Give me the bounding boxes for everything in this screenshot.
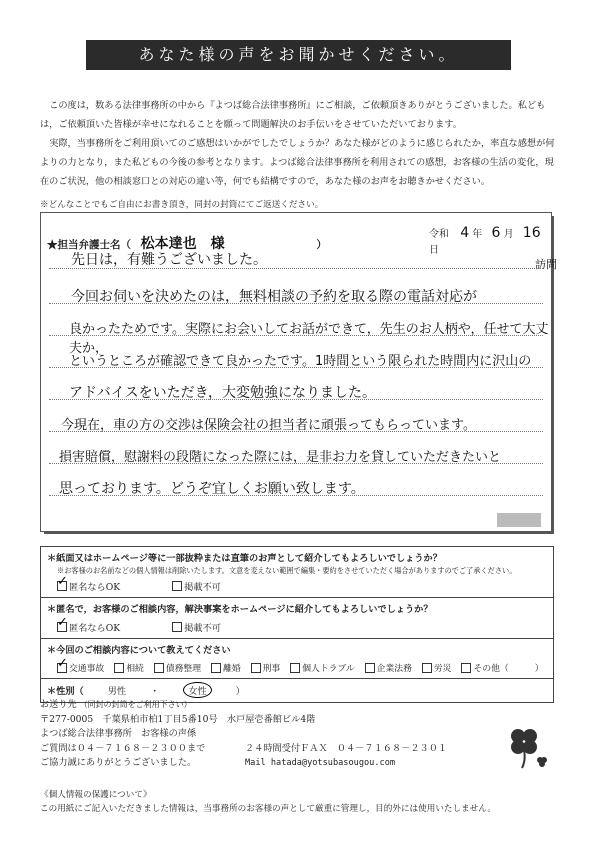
instruction-note: ※どんなことでもご自由にお書き頂き，同封の封筒にてご返送ください。 — [40, 200, 324, 210]
q1-text: ＊紙面又はホームページ等に一部抜粋または直筆のお声として紹介してもよろしいでしょうか？ — [47, 553, 442, 564]
date-day-label: 日 — [429, 245, 439, 256]
privacy-body: この用紙にご記入いただきました情報は，当事務所のお客様の声として厳重に管理し，目的外には使用いたしません。 — [40, 804, 496, 814]
gender-male[interactable]: 男性 — [107, 686, 127, 697]
q4-label: ＊性別（ — [47, 686, 84, 697]
q3-text: ＊今回のご相談内容について教えてください — [47, 645, 231, 656]
letter-line-6: 今現在，車の方の交渉は保険会社の担当者に頑張ってもらっています。 — [61, 418, 476, 433]
checkbox-icon[interactable] — [211, 663, 221, 673]
date-month-label: 月 — [503, 229, 514, 240]
send-office: よつば総合法律事務所 お客様の声係 — [40, 728, 197, 739]
checkbox-icon[interactable] — [422, 663, 432, 673]
letter-line-5: アドバイスをいただき，大変勉強になりました。 — [69, 385, 377, 401]
survey-q3 — [41, 639, 553, 679]
survey-box — [40, 546, 554, 703]
date-year-label: 年 — [472, 229, 483, 240]
attorney-close: ） — [316, 239, 327, 251]
checkbox-icon[interactable] — [251, 663, 261, 673]
checkbox-icon[interactable] — [154, 663, 164, 673]
intro-paragraph-2: 実際，当事務所をご利用頂いてのご感想はいかがでしたでしょうか？あなた様がどのように感じられたか，率直な感想が何よりの力となり，また私どもの今後の参考となります。よつば総合法律事務所を利用されての感想，お客様の生活の変化，現在のご状況，他の相談窓口との対応の違い等，何でも結構ですので，あなた様のお声をお聴きかせください。 — [40, 138, 555, 187]
letter-line-3: 良かったためです。実際にお会いしてお話ができて，先生のお人柄や，任せて大丈夫か， — [69, 322, 549, 356]
privacy-title: 《個人情報の保護について》 — [40, 790, 152, 800]
q1-option-decline[interactable]: 掲載不可 — [172, 579, 221, 593]
letter-box — [40, 212, 557, 532]
survey-q1 — [41, 547, 553, 598]
redacted-signature — [497, 513, 541, 527]
date-era: 令和 — [429, 229, 449, 240]
checkbox-checked-icon[interactable] — [57, 622, 67, 632]
q3-option-criminal[interactable]: 刑事 — [251, 661, 281, 674]
checkbox-checked-icon[interactable] — [57, 581, 67, 591]
page-title: あなた様の声をお聞かせください。 — [86, 40, 511, 70]
letter-date — [429, 225, 557, 272]
intro-paragraph-1: この度は，数ある法律事務所の中から『よつば総合法律事務所』にご相談，ご依頼頂きありがとうございました。私どもは，ご依頼頂いた皆様が幸せになれることを願って問題解決のお手伝いをさせていただいております。 — [40, 100, 546, 130]
q3-option-inheritance[interactable]: 相続 — [114, 661, 144, 674]
intro-text — [40, 96, 560, 191]
attorney-label: ★担当弁護士名（ — [47, 239, 131, 251]
q3-option-debt[interactable]: 債務整理 — [154, 661, 201, 674]
q1-note: ※お客様のお名前などの個人情報は削除いたします。文意を変えない範囲で編集・要約をさせていただく場合がありますのでご了承ください。 — [57, 566, 517, 575]
checkbox-icon[interactable] — [461, 663, 471, 673]
send-label: お送り先 — [40, 699, 77, 710]
q3-option-divorce[interactable]: 離婚 — [211, 661, 241, 674]
checkbox-icon[interactable] — [172, 622, 182, 632]
send-address: 〒277-0005 千葉県柏市柏1丁目5番10号 水戸屋壱番館ビル4階 — [40, 713, 316, 725]
date-month: 6 — [491, 225, 501, 241]
q3-option-personal[interactable]: 個人トラブル — [290, 661, 354, 674]
letter-line-8: 思っております。どうぞ宜しくお願い致します。 — [59, 481, 365, 497]
checkbox-icon[interactable] — [365, 663, 375, 673]
send-fax: ２４時間受付ＦＡＸ ０４－７１６８－２３０１ — [245, 742, 448, 754]
checkbox-icon[interactable] — [290, 663, 300, 673]
date-year: 4 — [460, 225, 470, 241]
send-thanks: ご協力誠にありがとうございました。 — [40, 757, 197, 768]
q4-close: ） — [235, 686, 245, 697]
letter-line-2: 今回お伺いを決めたのは，無料相談の予約を取る際の電話対応が — [71, 289, 477, 305]
q2-option-decline[interactable]: 掲載不可 — [172, 620, 221, 634]
letter-line-4: というところが確認できて良かったです。1時間という限られた時間内に沢山の — [69, 354, 532, 369]
q3-option-other[interactable]: その他（ ） — [461, 661, 543, 674]
send-mail[interactable]: Mail hatada@yotsubasougou.com — [245, 758, 396, 768]
clover-logo — [500, 720, 550, 770]
letter-line-1: 先日は，有難うございました。 — [71, 252, 267, 268]
letter-line-7: 損害賠償，慰謝料の段階になった際には，是非お力を貸していただきたいと — [59, 450, 502, 465]
checkbox-checked-icon[interactable] — [57, 663, 67, 673]
q2-text: ＊匿名で，お客様のご相談内容，解決事案をホームページに紹介してもよろしいでしょうか？ — [47, 604, 433, 615]
send-question-tel: ご質問は０４－７１６８－２３００まで — [40, 742, 206, 754]
q2-option-anonymous[interactable]: ✓ 匿名ならOK — [57, 620, 120, 634]
privacy-notice — [40, 788, 560, 816]
checkbox-icon[interactable] — [114, 663, 124, 673]
q3-option-corporate[interactable]: 企業法務 — [365, 661, 412, 674]
survey-q2 — [41, 598, 553, 639]
q3-option-labor[interactable]: 労災 — [422, 661, 452, 674]
send-label-note: （同封の封筒をご利用下さい） — [79, 700, 192, 709]
gender-separator: ・ — [150, 686, 160, 697]
mailing-info — [40, 698, 560, 771]
checkbox-icon[interactable] — [172, 581, 182, 591]
gender-female-selected[interactable]: 女性 — [183, 682, 211, 698]
q1-option-anonymous[interactable]: ✓ 匿名ならOK — [57, 579, 120, 593]
q3-option-traffic[interactable]: ✓ 交通事故 — [57, 661, 104, 674]
date-day: 16 — [522, 225, 541, 241]
attorney-name: 松本達也 様 — [140, 236, 225, 252]
date-note: 訪問 — [535, 258, 557, 271]
